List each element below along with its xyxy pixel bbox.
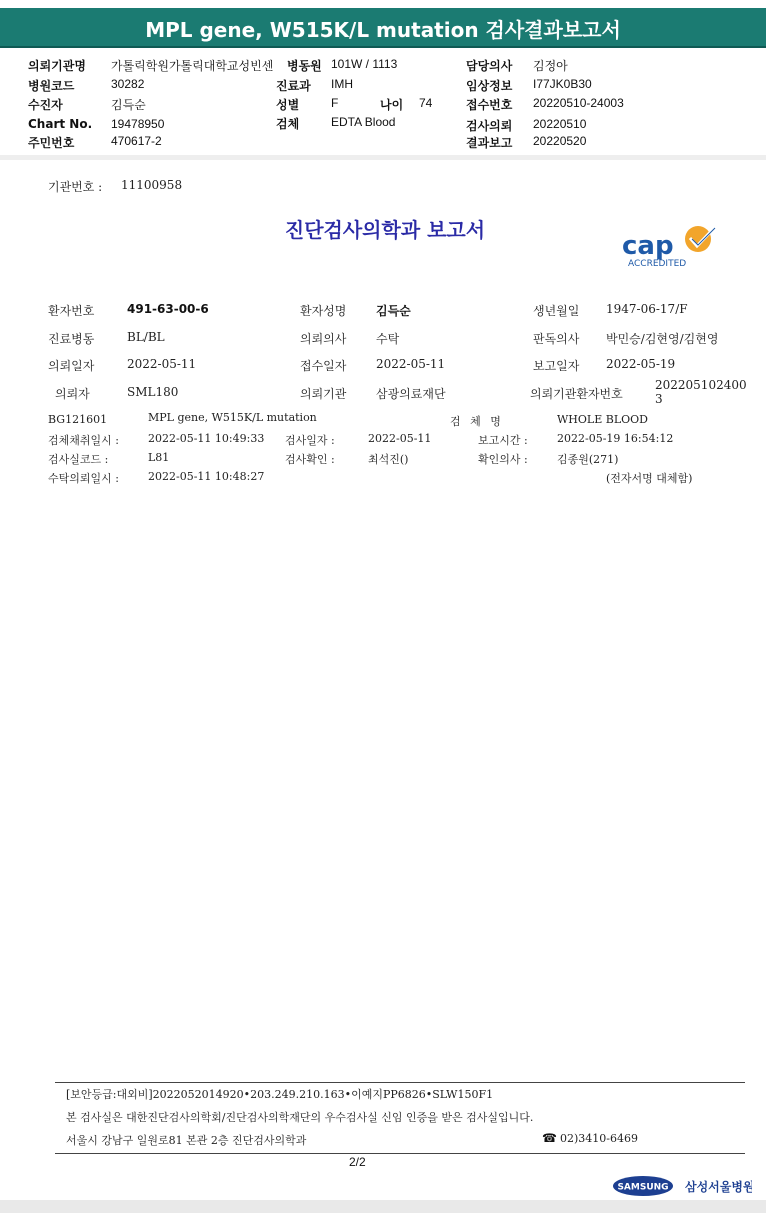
cap-logo-text: cap (622, 231, 674, 261)
result-report-value: 20220520 (533, 134, 587, 148)
report-time-label: 보고시간 : (478, 434, 528, 447)
report-title: 진단검사의학과 보고서 (284, 218, 486, 242)
reading-doctor-label: 판독의사 (533, 332, 580, 346)
department-label: 진료과 (276, 79, 311, 93)
cap-accredited-logo (620, 222, 722, 270)
chart-no-value: 19478950 (111, 117, 165, 131)
age-label: 나이 (380, 98, 404, 112)
org-patient-no-value-line2: 3 (655, 392, 663, 406)
footer-bottom-rule (55, 1153, 745, 1154)
header-divider (0, 155, 766, 160)
samsung-badge-text: SAMSUNG (617, 1182, 669, 1193)
requesting-institution-label: 의뢰기관명 (28, 59, 86, 73)
report-date-label: 보고일자 (533, 359, 580, 373)
security-line: [보안등급:대외비]2022052014920•203.249.210.163•이예지PP6826•SLW150F1 (66, 1088, 494, 1101)
patient-name-label: 환자성명 (300, 304, 347, 318)
attending-doctor-label: 담당의사 (466, 59, 513, 73)
requester-value: SML180 (127, 385, 179, 399)
samsung-hospital-logo (612, 1173, 752, 1199)
test-date-label: 검사일자 : (285, 434, 335, 447)
test-name: MPL gene, W515K/L mutation (148, 411, 317, 424)
address: 서울시 강남구 일원로81 본관 2층 진단검사의학과 (66, 1134, 307, 1147)
resident-no-value: 470617-2 (111, 134, 162, 148)
ward-value: 101W / 1113 (331, 57, 398, 71)
examinee-value: 김득순 (111, 98, 146, 112)
resident-no-label: 주민번호 (28, 136, 75, 150)
consignment-time-label: 수탁의뢰일시 : (48, 472, 119, 485)
age-value: 74 (419, 96, 433, 110)
result-report-label: 결과보고 (466, 136, 513, 150)
birthdate-label: 생년월일 (533, 304, 580, 318)
institution-no-label: 기관번호 : (48, 180, 103, 194)
org-patient-no-label: 의뢰기관환자번호 (530, 387, 623, 401)
receipt-date-value: 2022-05-11 (376, 357, 446, 371)
specimen-label: 검체 (276, 117, 300, 131)
department-value: IMH (331, 77, 353, 91)
consignment-time-value: 2022-05-11 10:48:27 (148, 470, 265, 483)
patient-name-value: 김득순 (376, 304, 411, 318)
chart-no-label: Chart No. (28, 117, 93, 131)
lab-code-value: L81 (148, 451, 170, 464)
ward-label-2: 진료병동 (48, 332, 95, 346)
hospital-code-label: 병원코드 (28, 79, 75, 93)
collection-time-label: 검체채취일시 : (48, 434, 119, 447)
receipt-date-label: 접수일자 (300, 359, 347, 373)
institution-no-value: 11100958 (121, 178, 183, 192)
specimen-value: EDTA Blood (331, 115, 396, 129)
patient-no-value: 491-63-00-6 (127, 302, 209, 316)
ordering-doctor-value: 수탁 (376, 332, 400, 346)
footer-margin (0, 1200, 766, 1213)
certification-note: 본 검사실은 대한진단검사의학회/진단검사의학재단의 우수검사실 신임 인증을 받은 검사실입니다. (66, 1111, 534, 1124)
attending-doctor-value: 김정아 (533, 59, 568, 73)
footer-top-rule (55, 1082, 745, 1083)
requesting-institution-value: 가톨릭학원가톨릭대학교성빈센 (111, 59, 274, 73)
test-verifier-value: 최석진() (368, 453, 409, 466)
test-date-value: 2022-05-11 (368, 432, 432, 445)
collection-time-value: 2022-05-11 10:49:33 (148, 432, 265, 445)
requesting-org-value: 삼광의료재단 (376, 387, 446, 401)
patient-no-label: 환자번호 (48, 304, 95, 318)
accession-no-value: 20220510-24003 (533, 96, 624, 110)
requesting-org-label: 의뢰기관 (300, 387, 347, 401)
birthdate-value: 1947-06-17/F (606, 302, 688, 316)
specimen-name-value: WHOLE BLOOD (557, 413, 648, 426)
phone-number: 02)3410-6469 (560, 1132, 638, 1145)
lab-code-label: 검사실코드 : (48, 453, 109, 466)
specimen-name-label: 검 체 명 (450, 415, 504, 428)
telephone-icon: ☎ (542, 1131, 557, 1145)
banner-title: MPL gene, W515K/L mutation 검사결과보고서 (145, 18, 621, 42)
esignature-note: (전자서명 대체함) (606, 472, 693, 485)
request-date-value: 2022-05-11 (127, 357, 197, 371)
examinee-label: 수진자 (28, 98, 63, 112)
page-number: 2/2 (349, 1155, 366, 1169)
test-code: BG121601 (48, 413, 108, 426)
accession-no-label: 접수번호 (466, 98, 513, 112)
test-request-value: 20220510 (533, 117, 587, 131)
confirming-doctor-label: 확인의사 : (478, 453, 528, 466)
cap-accredited-text: ACCREDITED (628, 259, 687, 269)
test-verifier-label: 검사확인 : (285, 453, 335, 466)
test-request-label: 검사의뢰 (466, 119, 513, 133)
confirming-doctor-value: 김종원(271) (557, 453, 619, 466)
reading-doctor-value: 박민승/김현영/김현영 (606, 332, 719, 346)
report-date-value: 2022-05-19 (606, 357, 676, 371)
hospital-code-value: 30282 (111, 77, 145, 91)
ordering-doctor-label: 의뢰의사 (300, 332, 347, 346)
requester-label: 의뢰자 (55, 387, 90, 401)
org-patient-no-value-line1: 202205102400 (655, 378, 747, 392)
ward-value-2: BL/BL (127, 330, 165, 344)
ward-label: 병동원 (287, 59, 322, 73)
report-banner (0, 8, 766, 48)
sex-value: F (331, 96, 339, 110)
report-time-value: 2022-05-19 16:54:12 (557, 432, 674, 445)
clinical-info-label: 임상정보 (466, 79, 513, 93)
hospital-name: 삼성서울병원 (685, 1180, 752, 1194)
sex-label: 성별 (276, 98, 300, 112)
request-date-label: 의뢰일자 (48, 359, 95, 373)
clinical-info-value: I77JK0B30 (533, 77, 592, 91)
